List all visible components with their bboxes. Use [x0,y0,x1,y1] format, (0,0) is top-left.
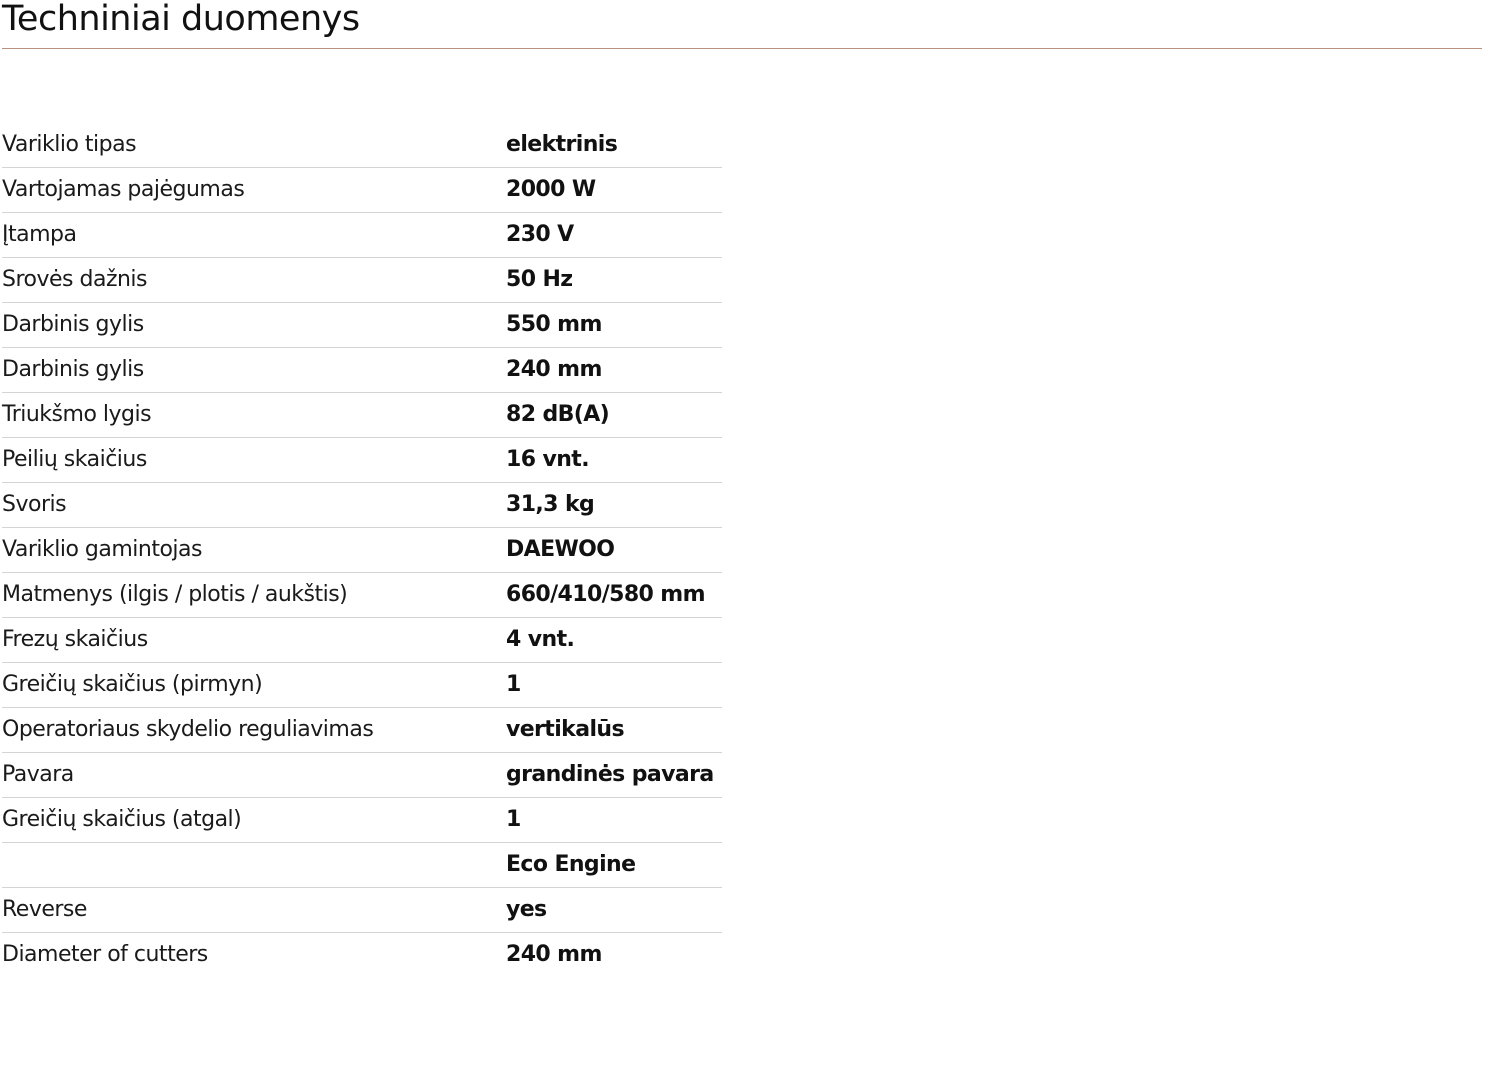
spec-value: 2000 W [506,168,722,213]
spec-value: 550 mm [506,303,722,348]
spec-label: Variklio tipas [2,123,506,168]
spec-row [2,348,722,393]
spec-row [2,393,722,438]
spec-label: Greičių skaičius (pirmyn) [2,663,506,708]
spec-value: 16 vnt. [506,438,722,483]
spec-label: Svoris [2,483,506,528]
spec-row [2,618,722,663]
spec-value: 660/410/580 mm [506,573,722,618]
spec-value: Eco Engine [506,843,722,888]
page-title: Techniniai duomenys [2,0,360,39]
spec-row [2,213,722,258]
specs-table [2,123,722,977]
spec-label: Diameter of cutters [2,942,208,967]
spec-value: 31,3 kg [506,483,722,528]
spec-row [2,123,722,168]
spec-value: 230 V [506,213,722,258]
spec-label: Darbinis gylis [2,303,506,348]
spec-label: Operatoriaus skydelio reguliavimas [2,708,506,753]
spec-row [2,663,722,708]
spec-label: Variklio gamintojas [2,528,506,573]
spec-label [2,843,506,888]
spec-label: Greičių skaičius (atgal) [2,798,506,843]
spec-value: 240 mm [506,942,602,967]
spec-row [2,933,722,978]
spec-label: Peilių skaičius [2,438,506,483]
spec-label: Įtampa [2,213,506,258]
spec-value: grandinės pavara [506,753,722,798]
spec-row [2,258,722,303]
spec-label: Pavara [2,753,506,798]
spec-row [2,528,722,573]
spec-value: DAEWOO [506,528,722,573]
spec-label: Frezų skaičius [2,618,506,663]
spec-value: 4 vnt. [506,618,722,663]
spec-label: Darbinis gylis [2,348,506,393]
spec-label: Vartojamas pajėgumas [2,168,506,213]
spec-row [2,573,722,618]
spec-value: 1 [506,798,722,843]
spec-row [2,168,722,213]
spec-row [2,798,722,843]
spec-row [2,843,722,888]
spec-value: 240 mm [506,348,722,393]
spec-value: 50 Hz [506,258,722,303]
spec-label: Triukšmo lygis [2,393,506,438]
spec-value: vertikalūs [506,708,722,753]
spec-label: Reverse [2,888,506,933]
spec-value: yes [506,888,722,933]
spec-value: 1 [506,663,722,708]
spec-row [2,438,722,483]
spec-row [2,753,722,798]
spec-row [2,888,722,933]
spec-row [2,303,722,348]
spec-row [2,708,722,753]
spec-row [2,483,722,528]
spec-value: 82 dB(A) [506,393,722,438]
title-divider [2,48,1482,49]
spec-label: Matmenys (ilgis / plotis / aukštis) [2,573,506,618]
spec-label: Srovės dažnis [2,258,506,303]
spec-value: elektrinis [506,123,722,168]
